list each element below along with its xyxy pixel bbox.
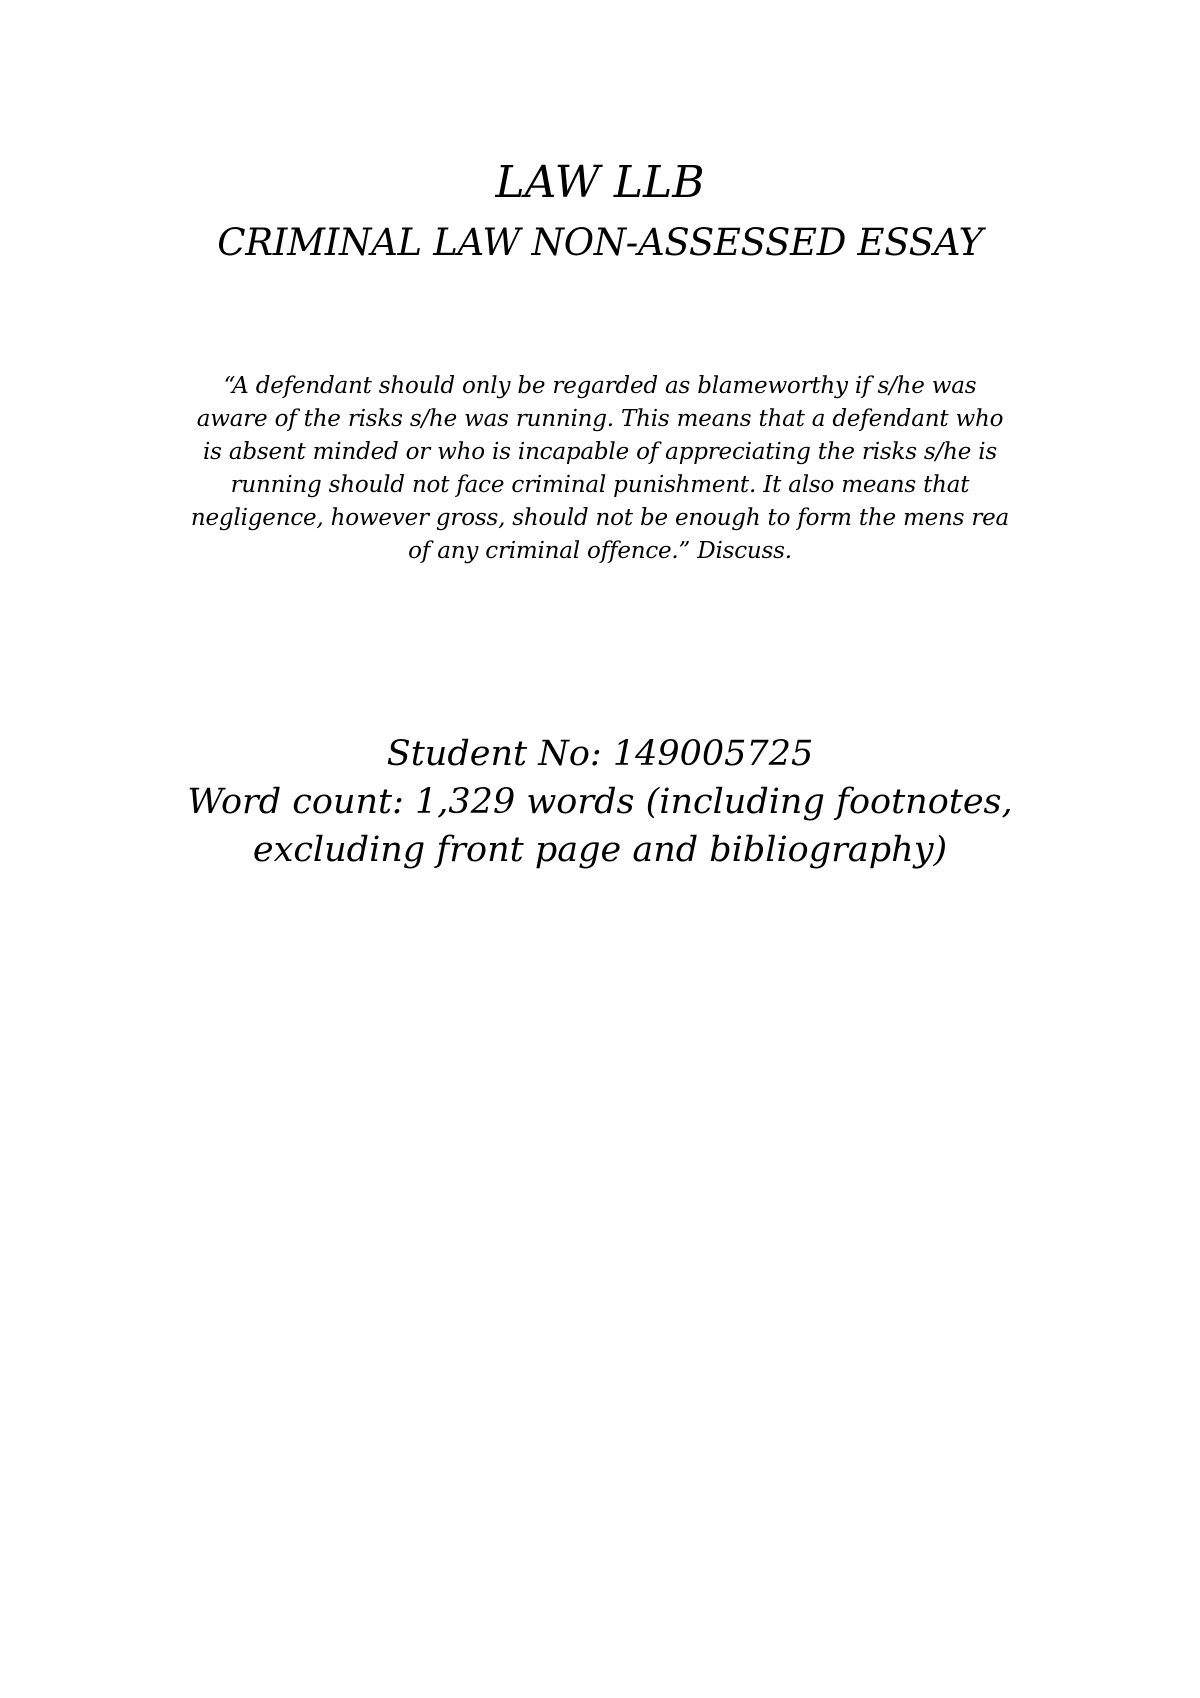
word-count-line-1: Word count: 1,329 words (including footnotes, [187, 782, 1013, 822]
word-count-line-2: excluding front page and bibliography) [252, 830, 948, 870]
document-title: LAW LLB [495, 157, 705, 208]
student-details [150, 730, 1050, 874]
student-number: Student No: 149005725 [386, 734, 814, 774]
document-subtitle: CRIMINAL LAW NON-ASSESSED ESSAY [217, 221, 983, 264]
essay-question: “A defendant should only be regarded as blameworthy if s/he was aware of the risks s/he was running. This means that a defendant who is absent minded or who is incapable of appreciating the risks s/he is running should not face criminal punishment. It also means that negligence, however gross, should not be enough to form the mens rea of any criminal offence.” Discuss. [190, 373, 1010, 564]
